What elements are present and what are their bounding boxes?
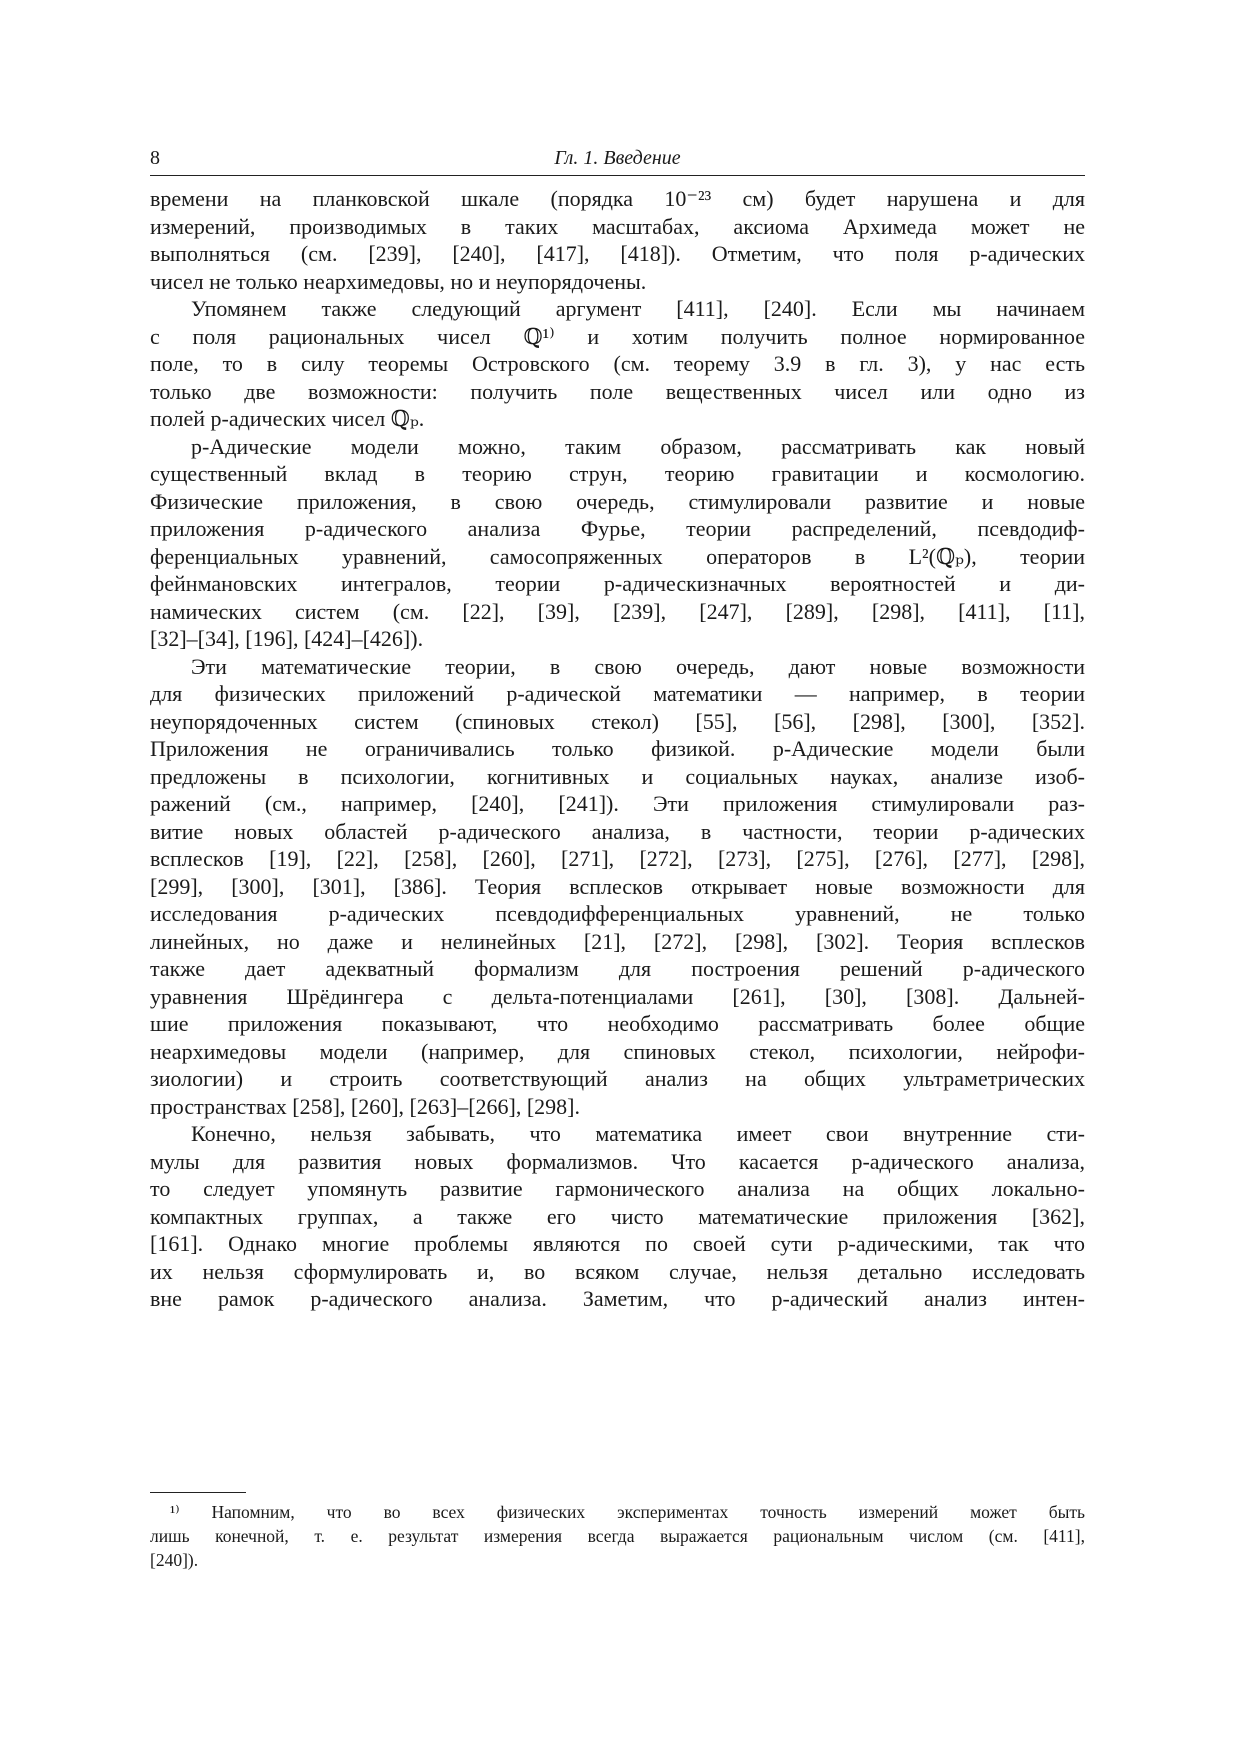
text-line: только две возможности: получить поле вещественных чисел или одно из: [150, 378, 1085, 404]
running-header: [150, 147, 1085, 173]
text-line: Приложения не ограничивались только физикой. p-Адические модели были: [150, 736, 1085, 761]
text-line: [32]–[34], [196], [424]–[426]).: [150, 626, 424, 651]
page-number: 8: [150, 147, 160, 169]
text-line: [161]. Однако многие проблемы являются по своей сути p-адическими, так что: [150, 1231, 1085, 1256]
text-line: пространствах [258], [260], [263]–[266], [298].: [150, 1093, 581, 1119]
text-line: полей p-адических чисел ℚₚ.: [150, 406, 425, 431]
text-line: чисел не только неархимедовы, но и неупорядочены.: [150, 268, 647, 294]
text-line: для физических приложений p-адической математики — например, в теории: [150, 681, 1085, 706]
text-line: с поля рациональных чисел ℚ¹⁾ и хотим получить полное нормированное: [150, 323, 1085, 349]
text-line: то следует упомянуть развитие гармонического анализа на общих локально-: [150, 1176, 1085, 1201]
footnote-rule: [150, 1492, 246, 1493]
text-line: выполняться (см. [239], [240], [417], [418]). Отметим, что поля p-адических: [150, 241, 1085, 266]
header-rule: [150, 175, 1085, 176]
text-line: исследования p-адических псевдодифференциальных уравнений, не только: [150, 901, 1085, 926]
footnote-line: [240]).: [150, 1550, 199, 1570]
footnote: [150, 1500, 1085, 1572]
text-line: времени на планковской шкале (порядка 10⁻²³ см) будет нарушена и для: [150, 186, 1085, 211]
text-line: намических систем (см. [22], [39], [239], [247], [289], [298], [411], [11],: [150, 598, 1085, 624]
text-line: зиологии) и строить соответствующий анализ на общих ультраметрических: [150, 1066, 1085, 1091]
text-line: приложения p-адического анализа Фурье, теории распределений, псевдодиф-: [150, 516, 1085, 541]
text-line: ражений (см., например, [240], [241]). Эти приложения стимулировали раз-: [150, 791, 1085, 816]
text-line: неархимедовы модели (например, для спиновых стекол, психологии, нейрофи-: [150, 1038, 1085, 1064]
text-line: неупорядоченных систем (спиновых стекол) [55], [56], [298], [300], [352].: [150, 708, 1085, 734]
text-line: Физические приложения, в свою очередь, стимулировали развитие и новые: [150, 488, 1085, 514]
text-line: витие новых областей p-адического анализа, в частности, теории p-адических: [150, 818, 1085, 844]
text-line: измерений, производимых в таких масштабах, аксиома Архимеда может не: [150, 213, 1085, 239]
text-line: их нельзя сформулировать и, во всяком случае, нельзя детально исследовать: [150, 1258, 1085, 1284]
text-line: предложены в психологии, когнитивных и социальных науках, анализе изоб-: [150, 763, 1085, 789]
text-line: существенный вклад в теорию струн, теорию гравитации и космологию.: [150, 461, 1085, 486]
text-line: поле, то в силу теоремы Островского (см. теорему 3.9 в гл. 3), у нас есть: [150, 351, 1085, 376]
footnote-line: ¹⁾ Напомним, что во всех физических экспериментах точность измерений может быть: [170, 1502, 1085, 1522]
footnote-line: лишь конечной, т. е. результат измерения всегда выражается рациональным числом (см. [411],: [150, 1526, 1085, 1546]
text-line: Конечно, нельзя забывать, что математика имеет свои внутренние сти-: [191, 1121, 1085, 1146]
text-line: всплесков [19], [22], [258], [260], [271], [272], [273], [275], [276], [277], [298],: [150, 846, 1085, 871]
text-line: Упомянем также следующий аргумент [411], [240]. Если мы начинаем: [191, 296, 1085, 321]
text-line: уравнения Шрёдингера с дельта-потенциалами [261], [30], [308]. Дальней-: [150, 983, 1085, 1009]
text-line: p-Адические модели можно, таким образом, рассматривать как новый: [191, 433, 1085, 459]
running-title: Гл. 1. Введение: [554, 147, 681, 169]
text-line: фейнмановских интегралов, теории p-адическизначных вероятностей и ди-: [150, 571, 1085, 596]
text-line: шие приложения показывают, что необходимо рассматривать более общие: [150, 1011, 1085, 1036]
text-line: также дает адекватный формализм для построения решений p-адического: [150, 956, 1085, 981]
text-line: компактных группах, а также его чисто математические приложения [362],: [150, 1203, 1085, 1229]
text-line: Эти математические теории, в свою очередь, дают новые возможности: [191, 653, 1085, 679]
body-text: [150, 185, 1085, 1313]
text-line: мулы для развития новых формализмов. Что касается p-адического анализа,: [150, 1148, 1085, 1174]
text-line: [299], [300], [301], [386]. Теория всплесков открывает новые возможности для: [150, 873, 1085, 899]
text-line: вне рамок p-адического анализа. Заметим, что p-адический анализ интен-: [150, 1286, 1085, 1311]
text-line: ференциальных уравнений, самосопряженных операторов в L²(ℚₚ), теории: [150, 543, 1085, 569]
text-line: линейных, но даже и нелинейных [21], [272], [298], [302]. Теория всплесков: [150, 928, 1085, 954]
